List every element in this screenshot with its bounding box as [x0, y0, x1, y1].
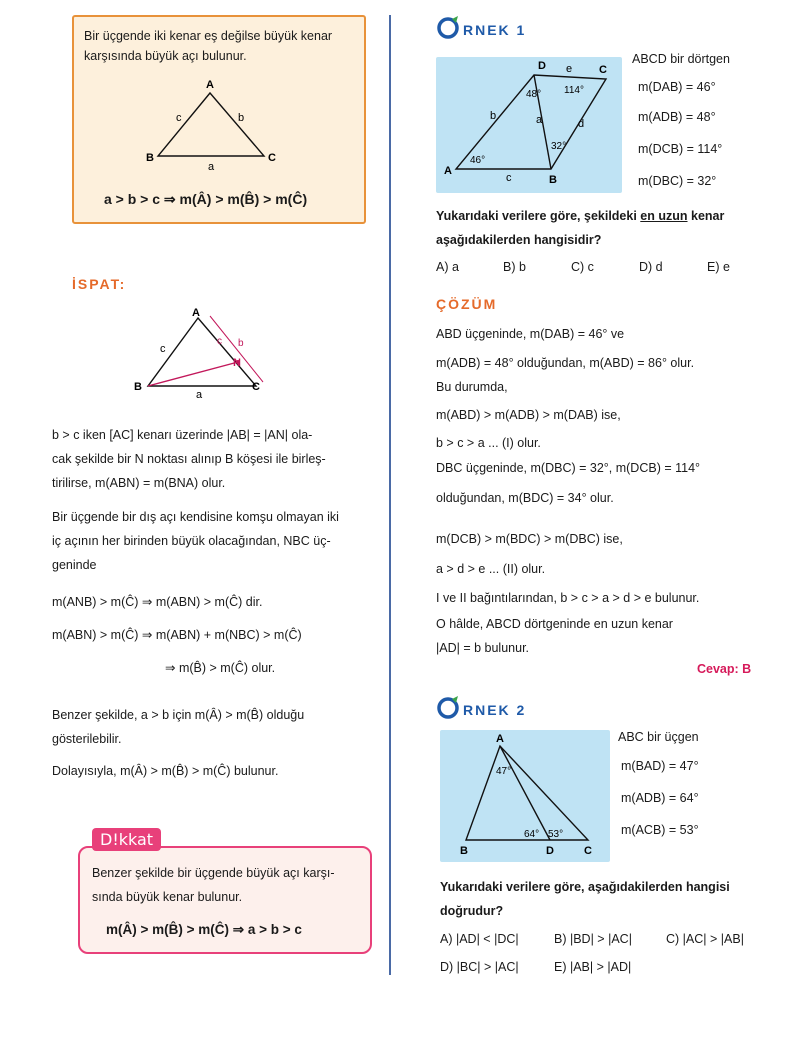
solution-line-5: b > c > a ... (I) olur.	[436, 436, 541, 450]
angle-label-53: 53°	[548, 829, 564, 840]
vertex-label-b: B	[146, 152, 154, 164]
example2-option-d: D) |BC| > |AC|	[440, 960, 519, 974]
example1-given-4: m(DCB) = 114°	[638, 142, 723, 156]
proof-p1-line2: cak şekilde bir N noktası alınıp B köşesi ile birleş-	[52, 452, 326, 466]
angle-label-46: 46°	[470, 155, 486, 166]
answer-label: Cevap: B	[697, 662, 752, 676]
vertex-label-c: C	[599, 64, 607, 76]
vertex-label-c: C	[584, 845, 592, 857]
example1-option-a: A) a	[436, 260, 459, 274]
proof-p2-line1: Bir üçgende bir dış açı kendisine komşu olmayan iki	[52, 510, 339, 524]
vertex-label-a: A	[496, 733, 504, 745]
vertex-label-d: D	[538, 60, 546, 72]
solution-line-4: m(ABD) > m(ADB) > m(DAB) ise,	[436, 408, 621, 422]
vertex-label-b: B	[134, 381, 142, 393]
side-label-c: c	[506, 172, 512, 184]
proof-p3-line1: Benzer şekilde, a > b için m(Â) > m(B̂) olduğu	[52, 708, 305, 722]
segment-label-c: c	[217, 336, 222, 347]
vertex-label-c: C	[268, 152, 276, 164]
solution-line-1: ABD üçgeninde, m(DAB) = 46° ve	[436, 327, 625, 341]
vertex-label-a: A	[206, 79, 214, 91]
example2-question-line2: doğrudur?	[440, 904, 504, 918]
example1-question-line2: aşağıdakilerden hangisidir?	[436, 233, 602, 247]
solution-line-6: DBC üçgeninde, m(DBC) = 32°, m(DCB) = 114°	[436, 461, 701, 475]
segment-bn	[148, 362, 238, 386]
example1-heading: RNEK 1	[463, 22, 527, 38]
example2-option-a: A) |AD| < |DC|	[440, 932, 519, 946]
example1-question-line1: Yukarıdaki verilere göre, şekildeki en uzun kenar	[436, 209, 725, 223]
side-label-a: a	[536, 114, 543, 126]
solution-line-8: m(DCB) > m(BDC) > m(DBC) ise,	[436, 532, 623, 546]
proof-conclusion: Dolayısıyla, m(Â) > m(B̂) > m(Ĉ) bulunur.	[52, 764, 279, 778]
proof-p1-line1: b > c iken [AC] kenarı üzerinde |AB| = |AN| ola-	[52, 428, 313, 442]
proof-triangle-figure	[130, 308, 270, 400]
example2-given-2: m(BAD) = 47°	[621, 759, 699, 773]
side-label-c: c	[176, 112, 182, 124]
proof-eq2: m(ABN) > m(Ĉ) ⇒ m(ABN) + m(NBC) > m(Ĉ)	[52, 628, 302, 642]
vertex-label-a: A	[192, 308, 200, 319]
example1-given-1: ABCD bir dörtgen	[632, 52, 730, 66]
dikkat-note-box	[78, 846, 372, 954]
ornek-o-icon	[436, 16, 462, 40]
example2-option-b: B) |BD| > |AC|	[554, 932, 632, 946]
example2-question-line1: Yukarıdaki verilere göre, aşağıdakilerden hangisi	[440, 880, 730, 894]
example2-option-c: C) |AC| > |AB|	[666, 932, 744, 946]
angle-label-47: 47°	[496, 766, 512, 777]
theorem-triangle-figure	[144, 77, 284, 172]
example1-option-b: B) b	[503, 260, 526, 274]
side-b-marker	[210, 316, 263, 382]
example1-option-c: C) c	[571, 260, 594, 274]
example2-given-3: m(ADB) = 64°	[621, 791, 699, 805]
side-label-a: a	[196, 389, 203, 400]
solution-line-2: m(ADB) = 48° olduğundan, m(ABD) = 86° olur.	[436, 356, 695, 370]
angle-label-32: 32°	[551, 141, 567, 152]
example2-given-1: ABC bir üçgen	[618, 730, 699, 744]
solution-line-11: O hâlde, ABCD dörtgeninde en uzun kenar	[436, 617, 673, 631]
ornek-o-icon	[436, 696, 462, 720]
example1-option-e: E) e	[707, 260, 730, 274]
vertex-label-a: A	[444, 165, 452, 177]
solution-line-3: Bu durumda,	[436, 380, 508, 394]
proof-p3-line2: gösterilebilir.	[52, 732, 122, 746]
vertex-label-b: B	[460, 845, 468, 857]
proof-heading: İSPAT:	[72, 276, 127, 292]
example2-triangle-figure	[440, 730, 610, 862]
side-label-b: b	[238, 112, 245, 124]
side-label-e: e	[566, 63, 573, 75]
solution-line-9: a > d > e ... (II) olur.	[436, 562, 546, 576]
example1-given-2: m(DAB) = 46°	[638, 80, 716, 94]
example1-option-d: D) d	[639, 260, 663, 274]
dikkat-text-2: sında büyük kenar bulunur.	[92, 890, 243, 904]
vertex-label-d: D	[546, 845, 554, 857]
theorem-formula: a > b > c ⇒ m(Â) > m(B̂) > m(Ĉ)	[104, 191, 308, 207]
triangle-abc	[158, 93, 264, 156]
solution-line-7: olduğundan, m(BDC) = 34° olur.	[436, 491, 614, 505]
angle-label-48: 48°	[526, 89, 542, 100]
side-label-c: c	[160, 343, 166, 355]
example2-heading: RNEK 2	[463, 702, 527, 718]
example1-given-3: m(ADB) = 48°	[638, 110, 716, 124]
dikkat-formula: m(Â) > m(B̂) > m(Ĉ) ⇒ a > b > c	[106, 922, 302, 937]
vertex-label-c: C	[252, 381, 260, 393]
theorem-text-1: Bir üçgende iki kenar eş değilse büyük kenar	[84, 29, 333, 43]
proof-p1-line3: tirilirse, m(ABN) = m(BNA) olur.	[52, 476, 226, 490]
dikkat-text-1: Benzer şekilde bir üçgende büyük açı karşı-	[92, 866, 335, 880]
example1-given-5: m(DBC) = 32°	[638, 174, 717, 188]
segment-ad	[500, 746, 550, 840]
vertex-label-b: B	[549, 174, 557, 186]
solution-heading: ÇÖZÜM	[436, 296, 498, 312]
side-label-d: d	[578, 118, 585, 130]
proof-p2-line3: geninde	[52, 558, 97, 572]
side-label-a: a	[208, 161, 215, 172]
triangle-abc	[466, 746, 588, 840]
proof-eq1: m(ANB) > m(Ĉ) ⇒ m(ABN) > m(Ĉ) dir.	[52, 595, 263, 609]
example2-option-e: E) |AB| > |AD|	[554, 960, 632, 974]
solution-line-10: I ve II bağıntılarından, b > c > a > d > e bulunur.	[436, 591, 700, 605]
dikkat-tab-label: D!kkat	[92, 828, 161, 851]
point-label-n: N	[233, 357, 241, 369]
example1-quadrilateral-figure	[436, 57, 622, 193]
side-label-b: b	[238, 338, 244, 349]
column-divider	[389, 15, 391, 975]
theorem-text-2: karşısında büyük açı bulunur.	[84, 49, 247, 63]
side-label-b: b	[490, 110, 497, 122]
proof-p2-line2: iç açının her birinden büyük olacağından, NBC üç-	[52, 534, 331, 548]
angle-label-64: 64°	[524, 829, 540, 840]
angle-label-114: 114°	[564, 85, 584, 96]
theorem-box	[72, 15, 366, 224]
solution-line-12: |AD| = b bulunur.	[436, 641, 530, 655]
proof-eq3: ⇒ m(B̂) > m(Ĉ) olur.	[165, 661, 276, 675]
example2-given-4: m(ACB) = 53°	[621, 823, 699, 837]
